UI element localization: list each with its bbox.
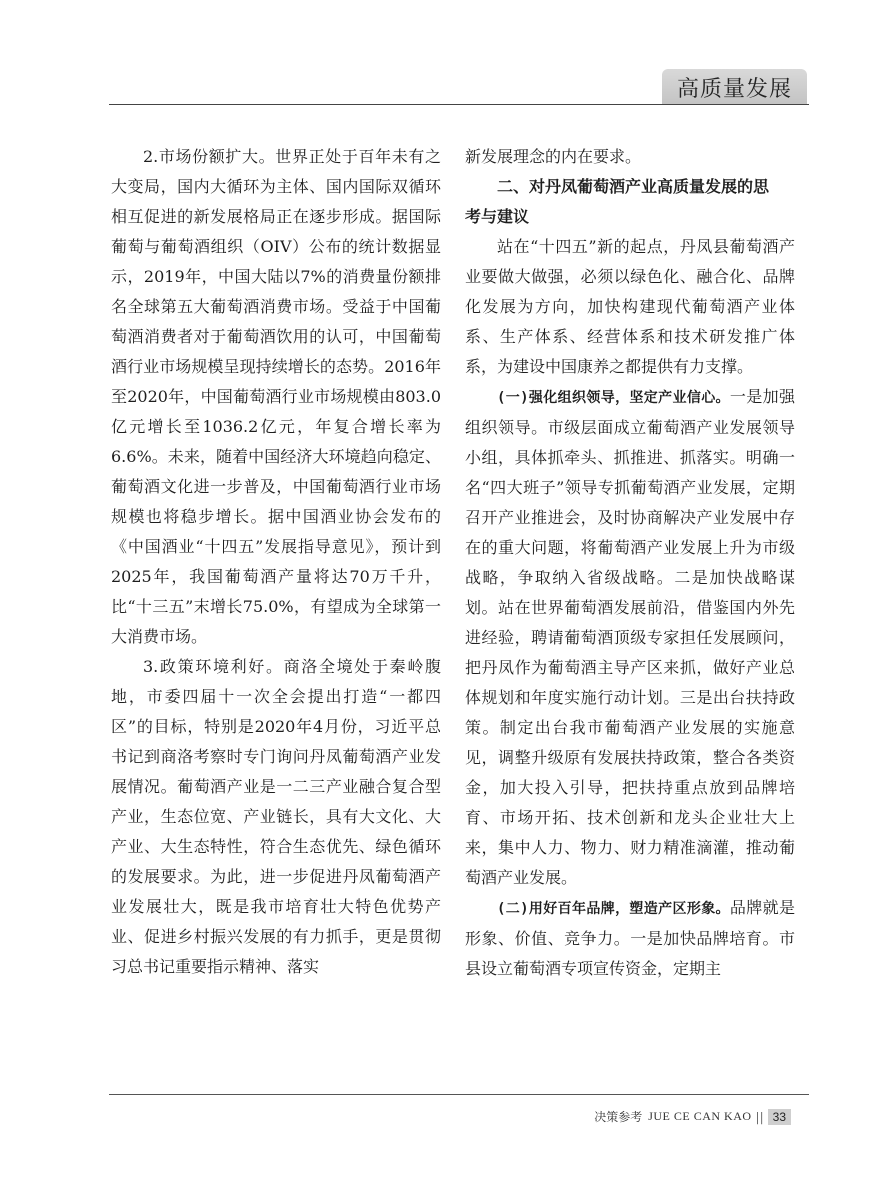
subheading-organization: (一)强化组织领导，坚定产业信心。 (497, 390, 730, 406)
paragraph-market-share: 2.市场份额扩大。世界正处于百年未有之大变局，国内大循环为主体、国内国际双循环相互促进的新发展格局正在逐步形成。据国际葡萄与葡萄酒组织（OIV）公布的统计数据显示，2019年，中国大陆以7%的消费量份额排名全球第五大葡萄酒消费市场。受益于中国葡萄酒消费者对于葡萄酒饮用的认可，中国葡萄酒行业市场规模呈现持续增长的态势。2016年至2020年，中国葡萄酒行业市场规模由803.0亿元增长至1036.2亿元，年复合增长率为6.6%。未来，随着中国经济大环境趋向稳定、葡萄酒文化进一步普及，中国葡萄酒行业市场规模也将稳步增长。据中国酒业协会发布的《中国酒业“十四五”发展指导意见》，预计到2025年，我国葡萄酒产量将达70万千升，比“十三五”末增长75.0%，有望成为全球第一大消费市场。 (111, 147, 441, 646)
section-heading-line1: 二、对丹凤葡萄酒产业高质量发展的思 (497, 177, 770, 196)
footer-rule (109, 1094, 809, 1095)
subheading-brand: (二)用好百年品牌，塑造产区形象。 (497, 901, 730, 917)
journal-name-en: JUE CE CAN KAO (648, 1109, 752, 1123)
paragraph-policy-environment: 3.政策环境利好。商洛全境处于秦岭腹地，市委四届十一次全会提出打造“一都四区”的目标，特别是2020年4月份，习近平总书记到商洛考察时专门询问丹凤葡萄酒产业发展情况。葡萄酒产业是一二三产业融合复合型产业，生态位宽、产业链长，具有大文化、大产业、大生态特性，符合生态优先、绿色循环的发展要求。为此，进一步促进丹凤葡萄酒产业发展壮大，既是我市培育壮大特色优势产业、促进乡村振兴发展的有力抓手，更是贯彻习总书记重要指示精神、落实 (111, 657, 441, 976)
paragraph-organization (465, 382, 795, 893)
section-heading-line2: 考与建议 (465, 207, 530, 226)
footer-separator: || (755, 1109, 764, 1124)
paragraph-continuation: 新发展理念的内在要求。 (465, 147, 642, 166)
header-rule (109, 104, 809, 105)
left-column (111, 142, 441, 982)
page-footer (594, 1108, 791, 1125)
paragraph-intro: 站在“十四五”新的起点，丹凤县葡萄酒产业要做大做强，必须以绿色化、融合化、品牌化发展为方向，加快构建现代葡萄酒产业体系、生产体系、经营体系和技术研发推广体系，为建设中国康养之都提供有力支撑。 (465, 237, 795, 376)
paragraph-brand-body: 品牌就是形象、价值、竞争力。一是加快品牌培育。市县设立葡萄酒专项宣传资金，定期主 (465, 898, 795, 978)
right-column (465, 142, 795, 984)
journal-name-cn: 决策参考 (594, 1110, 643, 1124)
page-number: 33 (768, 1109, 791, 1125)
section-title: 高质量发展 (676, 76, 792, 102)
paragraph-brand (465, 893, 795, 984)
section-title-tab (662, 69, 807, 105)
paragraph-organization-body: 一是加强组织领导。市级层面成立葡萄酒产业发展领导小组，具体抓牵头、抓推进、抓落实。明确一名“四大班子”领导专抓葡萄酒产业发展，定期召开产业推进会，及时协商解决产业发展中存在的重大问题，将葡萄酒产业发展上升为市级战略，争取纳入省级战略。二是加快战略谋划。站在世界葡萄酒发展前沿，借鉴国内外先进经验，聘请葡萄酒顶级专家担任发展顾问，把丹凤作为葡萄酒主导产区来抓，做好产业总体规划和年度实施行动计划。三是出台扶持政策。制定出台我市葡萄酒产业发展的实施意见，调整升级原有发展扶持政策，整合各类资金，加大投入引导，把扶持重点放到品牌培育、市场开拓、技术创新和龙头企业壮大上来，集中人力、物力、财力精准滴灌，推动葡萄酒产业发展。 (465, 387, 795, 887)
